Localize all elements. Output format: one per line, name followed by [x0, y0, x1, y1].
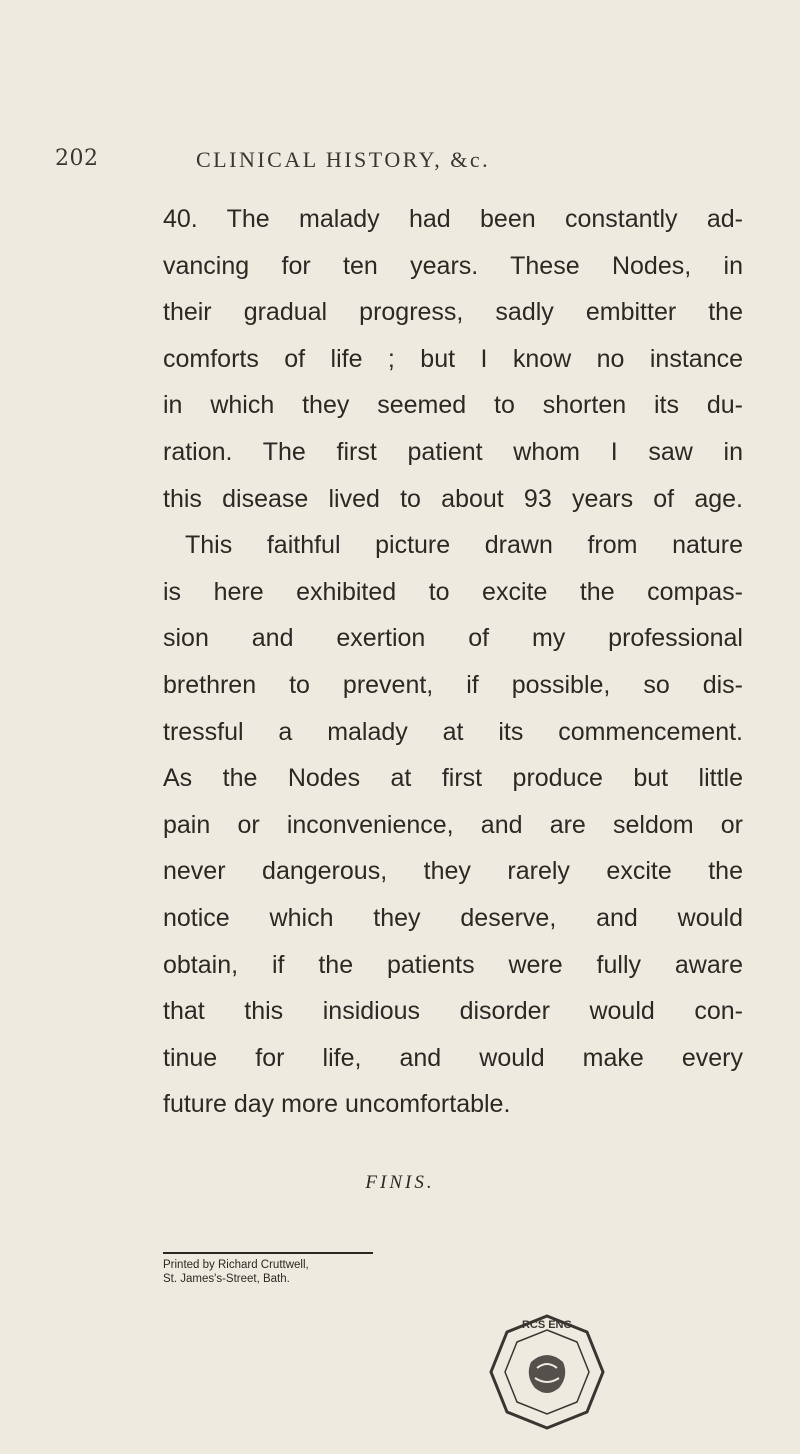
text-line: obtain, if the patients were fully aware [163, 950, 743, 979]
text-line: comforts of life ; but I know no instance [163, 344, 743, 373]
imprint-line: Printed by Richard Cruttwell, [163, 1259, 309, 1271]
text-line: tressful a malady at its commencement. [163, 717, 743, 746]
page-number: 202 [55, 146, 99, 171]
text-line: 40. The malady had been constantly ad- [163, 205, 743, 233]
finis-mark: FINIS. [365, 1172, 435, 1193]
text-line: that this insidious disorder would con- [163, 997, 743, 1026]
body-text [163, 196, 743, 1128]
running-head: CLINICAL HISTORY, &c. [196, 147, 491, 172]
text-line: brethren to prevent, if possible, so dis- [163, 670, 743, 699]
text-line: this disease lived to about 93 years of age. [163, 484, 743, 513]
text-line: future day more uncomfortable. [163, 1090, 511, 1119]
text-line: pain or inconvenience, and are seldom or [163, 810, 743, 839]
printer-imprint [163, 1258, 309, 1286]
text-line: is here exhibited to excite the compas- [163, 577, 743, 606]
text-line: As the Nodes at first produce but little [163, 764, 743, 793]
text-line: notice which they deserve, and would [163, 903, 743, 932]
imprint-rule [163, 1252, 373, 1254]
text-line: never dangerous, they rarely excite the [163, 857, 743, 886]
text-line: tinue for life, and would make every [163, 1043, 743, 1072]
text-line: sion and exertion of my professional [163, 624, 743, 653]
text-line: ration. The first patient whom I saw in [163, 437, 743, 466]
library-stamp-icon [487, 1312, 607, 1432]
text-line: their gradual progress, sadly embitter the [163, 298, 743, 327]
stamp-text: RCS ENG [521, 1319, 573, 1331]
text-line: vancing for ten years. These Nodes, in [163, 251, 743, 280]
text-line: in which they seemed to shorten its du- [163, 391, 743, 420]
imprint-line: St. James's-Street, Bath. [163, 1273, 290, 1285]
text-line: This faithful picture drawn from nature [185, 531, 743, 560]
